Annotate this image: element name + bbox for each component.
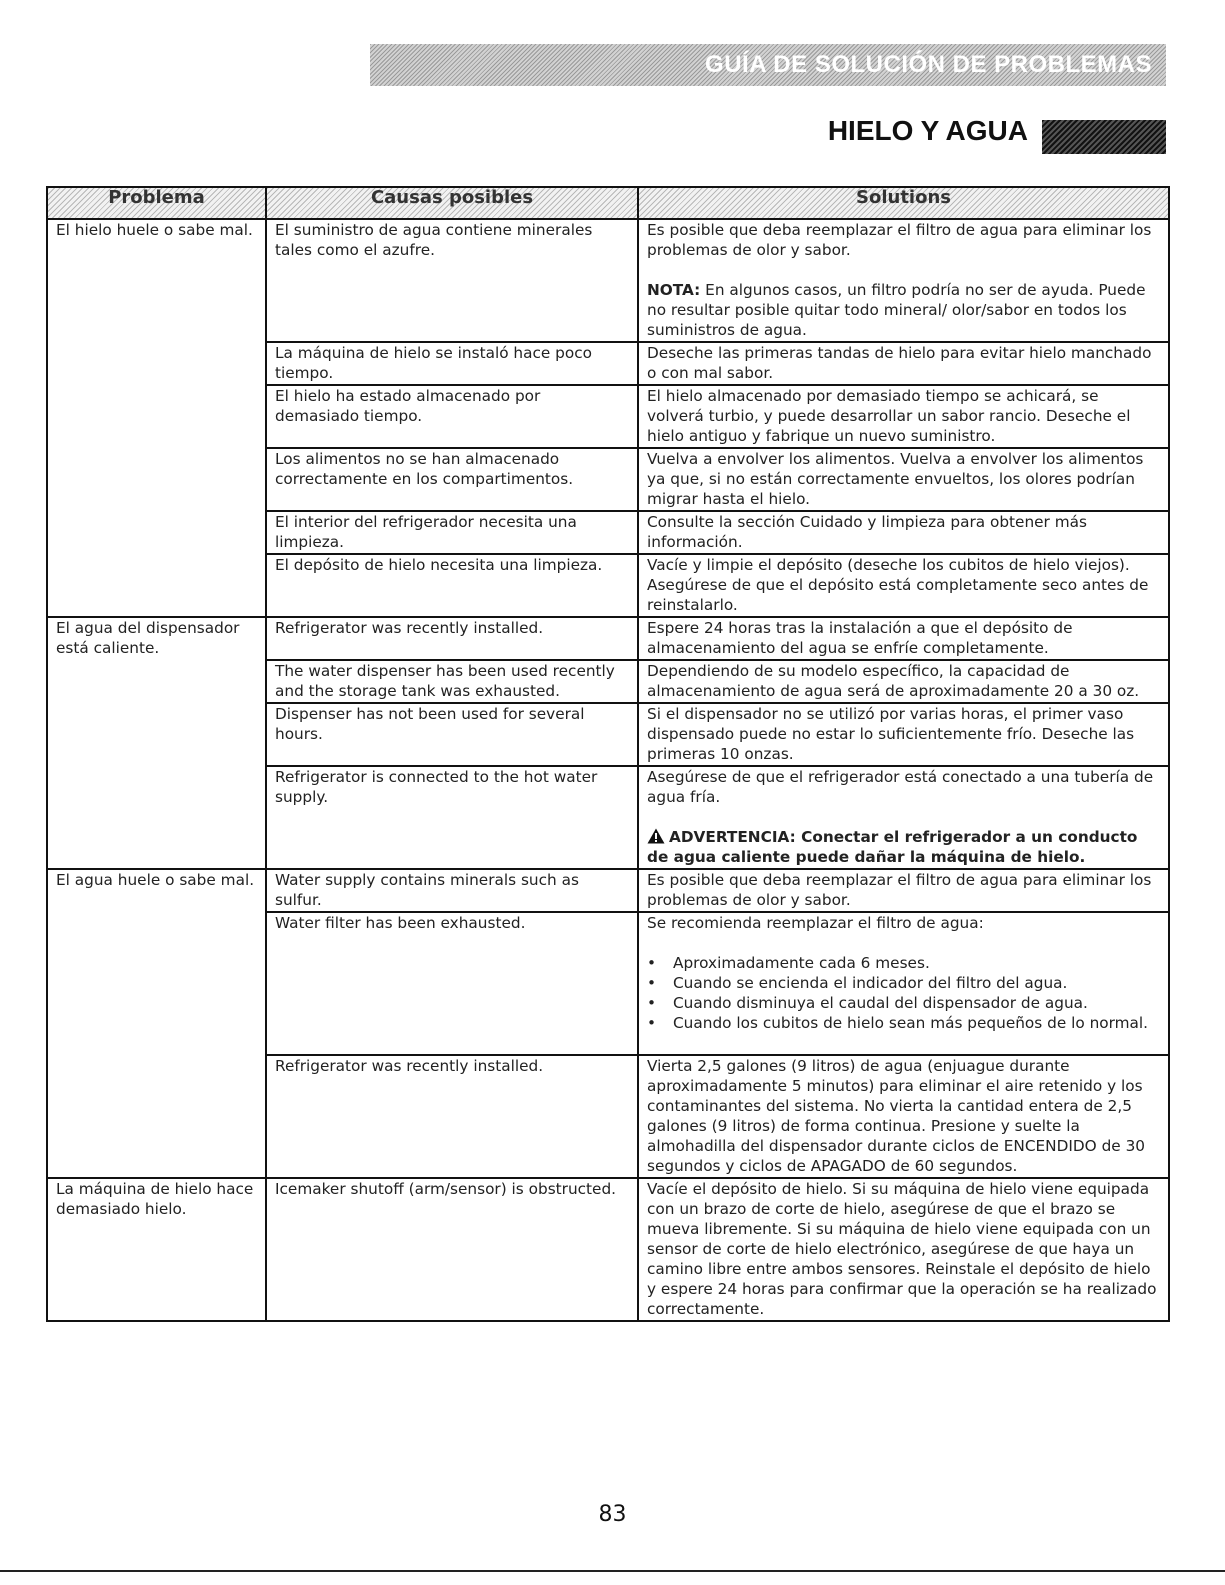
solution-cell — [638, 912, 1169, 1055]
cause-cell: Refrigerator was recently installed. — [266, 617, 638, 660]
problem-cell: La máquina de hielo hace demasiado hielo. — [47, 1178, 266, 1321]
table-header-row — [47, 187, 1169, 219]
cause-cell: El interior del refrigerador necesita una limpieza. — [266, 511, 638, 554]
note-paragraph — [647, 280, 1160, 340]
table-row — [47, 219, 1169, 342]
column-header-problem: Problema — [47, 187, 266, 219]
table-row — [47, 617, 1169, 660]
solution-cell: Vacíe el depósito de hielo. Si su máquina de hielo viene equipada con un brazo de corte de hielo, asegúrese de que el brazo se mueva libremente. Si su máquina de hielo viene equipada con un sensor de corte de hielo electrónico, asegúrese de que haya un camino libre entre ambos sensores. Reinstale el depósito de hielo y espere 24 horas para confirmar que la operación se ha realizado correctamente. — [638, 1178, 1169, 1321]
solution-cell: Consulte la sección Cuidado y limpieza para obtener más información. — [638, 511, 1169, 554]
problem-cell: El agua huele o sabe mal. — [47, 869, 266, 1178]
solution-cell: Vacíe y limpie el depósito (deseche los cubitos de hielo viejos). Asegúrese de que el depósito está completamente seco antes de reinstalarlo. — [638, 554, 1169, 617]
note-text: En algunos casos, un filtro podría no ser de ayuda. Puede no resultar posible quitar todo mineral/ olor/sabor en todos los suministros de agua. — [647, 281, 1146, 339]
solution-text: Se recomienda reemplazar el filtro de agua: — [647, 914, 984, 932]
solution-cell — [638, 766, 1169, 869]
cause-cell: La máquina de hielo se instaló hace poco tiempo. — [266, 342, 638, 385]
problem-cell: El hielo huele o sabe mal. — [47, 219, 266, 617]
list-item: • Cuando los cubitos de hielo sean más pequeños de lo normal. — [647, 1013, 1160, 1033]
note-label: NOTA: — [647, 281, 701, 299]
cause-cell: The water dispenser has been used recently and the storage tank was exhausted. — [266, 660, 638, 703]
bullet-list — [647, 953, 1160, 1033]
solution-cell: Es posible que deba reemplazar el filtro de agua para eliminar los problemas de olor y sabor. — [638, 869, 1169, 912]
list-item: • Aproximadamente cada 6 meses. — [647, 953, 1160, 973]
solution-cell: Vierta 2,5 galones (9 litros) de agua (enjuague durante aproximadamente 5 minutos) para eliminar el aire retenido y los contaminantes del sistema. No vierta la cantidad entera de 2,5 galones (9 litros) de forma continua. Presione y suelte la almohadilla del dispensador durante ciclos de ENCENDIDO de 30 segundos y ciclos de APAGADO de 60 segundos. — [638, 1055, 1169, 1178]
cause-cell: El suministro de agua contiene minerales tales como el azufre. — [266, 219, 638, 342]
solution-cell: Vuelva a envolver los alimentos. Vuelva a envolver los alimentos ya que, si no están correctamente envueltos, los olores podrían migrar hasta el hielo. — [638, 448, 1169, 511]
cause-cell: Water supply contains minerals such as sulfur. — [266, 869, 638, 912]
solution-cell: Dependiendo de su modelo específico, la capacidad de almacenamiento de agua será de aproximadamente 20 a 30 oz. — [638, 660, 1169, 703]
cause-cell: Refrigerator was recently installed. — [266, 1055, 638, 1178]
solution-text: Asegúrese de que el refrigerador está conectado a una tubería de agua fría. — [647, 768, 1154, 806]
solution-cell: Deseche las primeras tandas de hielo para evitar hielo manchado o con mal sabor. — [638, 342, 1169, 385]
warning-label: ADVERTENCIA: — [669, 828, 796, 846]
solution-cell: Si el dispensador no se utilizó por varias horas, el primer vaso dispensado puede no estar lo suficientemente frío. Deseche las primeras 10 onzas. — [638, 703, 1169, 766]
cause-cell: El depósito de hielo necesita una limpieza. — [266, 554, 638, 617]
cause-cell: Icemaker shutoff (arm/sensor) is obstructed. — [266, 1178, 638, 1321]
solution-cell: El hielo almacenado por demasiado tiempo se achicará, se volverá turbio, y puede desarrollar un sabor rancio. Deseche el hielo antiguo y fabrique un nuevo suministro. — [638, 385, 1169, 448]
column-header-solutions: Solutions — [638, 187, 1169, 219]
list-item: • Cuando disminuya el caudal del dispensador de agua. — [647, 993, 1160, 1013]
page-number: 83 — [598, 1502, 627, 1527]
banner-title: GUÍA DE SOLUCIÓN DE PROBLEMAS — [705, 51, 1152, 78]
troubleshooting-table — [46, 186, 1170, 1322]
solution-text: Es posible que deba reemplazar el filtro de agua para eliminar los problemas de olor y sabor. — [647, 221, 1152, 259]
footer-rule — [0, 1570, 1225, 1572]
problem-cell: El agua del dispensador está caliente. — [47, 617, 266, 869]
table-row — [47, 869, 1169, 912]
warning-paragraph — [647, 827, 1160, 867]
title-marker-block — [1042, 120, 1166, 154]
cause-cell: Dispenser has not been used for several hours. — [266, 703, 638, 766]
solution-cell: Espere 24 horas tras la instalación a que el depósito de almacenamiento del agua se enfríe completamente. — [638, 617, 1169, 660]
cause-cell: Los alimentos no se han almacenado correctamente en los compartimentos. — [266, 448, 638, 511]
column-header-causes: Causas posibles — [266, 187, 638, 219]
page-title: HIELO Y AGUA — [827, 115, 1028, 146]
table-row — [47, 1178, 1169, 1321]
warning-text: Conectar el refrigerador a un conducto de agua caliente puede dañar la máquina de hielo. — [647, 828, 1138, 866]
section-banner — [370, 44, 1166, 86]
cause-cell: Refrigerator is connected to the hot water supply. — [266, 766, 638, 869]
cause-cell: El hielo ha estado almacenado por demasiado tiempo. — [266, 385, 638, 448]
cause-cell: Water filter has been exhausted. — [266, 912, 638, 1055]
warning-icon — [647, 828, 665, 844]
solution-cell — [638, 219, 1169, 342]
list-item: • Cuando se encienda el indicador del filtro del agua. — [647, 973, 1160, 993]
